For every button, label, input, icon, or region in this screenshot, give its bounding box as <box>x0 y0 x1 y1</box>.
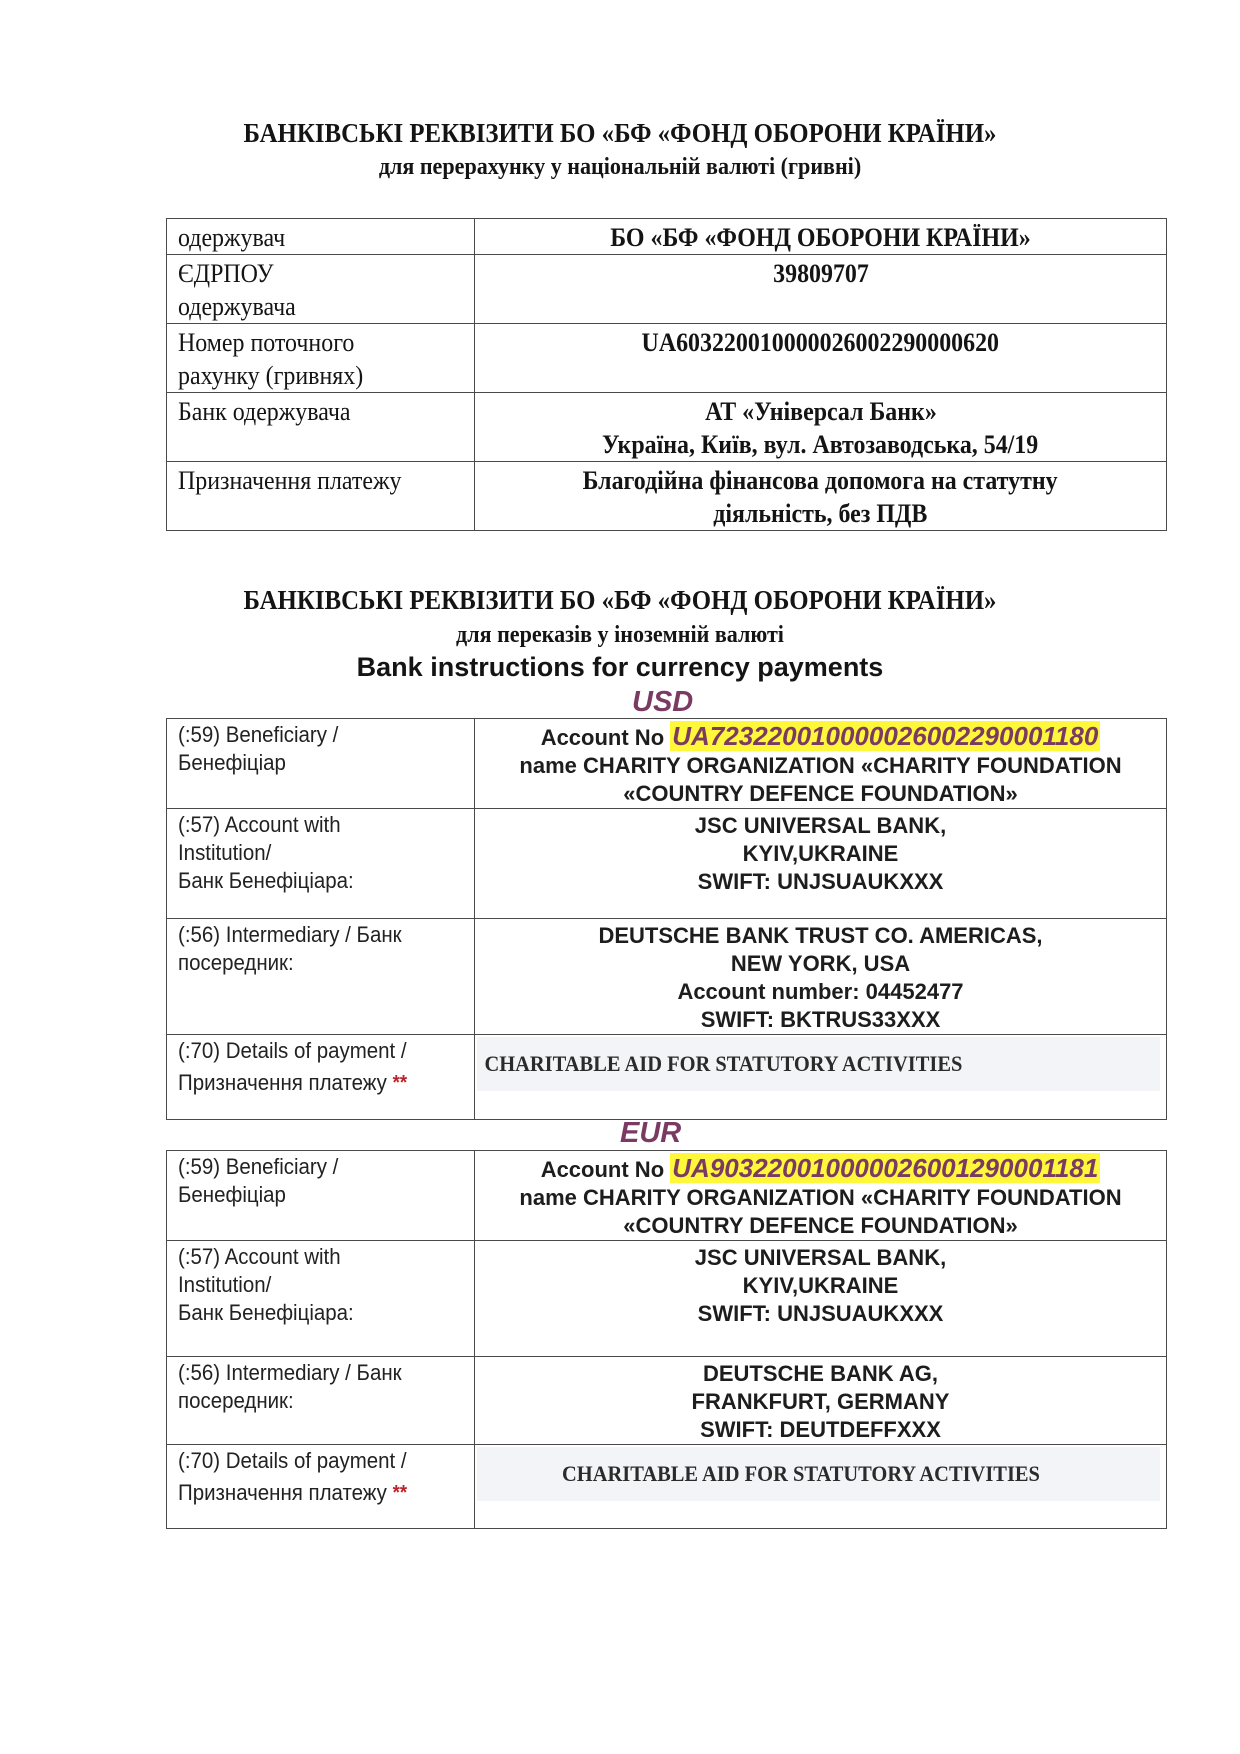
value-beneficiary <box>475 719 1167 809</box>
table-row-recipient <box>167 219 1167 255</box>
beneficiary-name-line: «COUNTRY DEFENCE FOUNDATION» <box>623 1213 1018 1238</box>
label-beneficiary: (:59) Beneficiary / Бенефіціар <box>167 1151 475 1241</box>
table-row-beneficiary <box>167 719 1167 809</box>
uah-section-title: БАНКІВСЬКІ РЕКВІЗИТИ БО «БФ «ФОНД ОБОРОНИ КРАЇНИ» <box>243 118 997 148</box>
value-institution: JSC UNIVERSAL BANK, KYIV,UKRAINE SWIFT: UNJSUAUKXXX <box>475 1241 1167 1357</box>
usd-account-number: UA723220010000026002290001180 <box>672 721 1099 751</box>
table-row-institution <box>167 1241 1167 1357</box>
table-row-edrpou <box>167 255 1167 324</box>
label-payment-purpose: Призначення платежу <box>167 462 475 531</box>
eur-currency-label: EUR <box>620 1117 682 1149</box>
fx-section-subtitle: для переказів у іноземній валюті <box>456 622 784 648</box>
fx-section-subtitle-en: Bank instructions for currency payments <box>356 652 884 682</box>
value-institution: JSC UNIVERSAL BANK, KYIV,UKRAINE SWIFT: UNJSUAUKXXX <box>475 809 1167 919</box>
account-prefix: Account No <box>540 1157 665 1182</box>
label-recipient-bank: Банк одержувача <box>167 393 475 462</box>
eur-details-table <box>166 1150 1167 1529</box>
table-row-details <box>167 1035 1167 1120</box>
beneficiary-name-line: name CHARITY ORGANIZATION «CHARITY FOUNDATION <box>519 753 1122 778</box>
label-intermediary: (:56) Intermediary / Банк посередник: <box>167 1357 475 1445</box>
label-details: (:70) Details of payment / Призначення платежу ** <box>167 1445 475 1529</box>
table-row-payment-purpose <box>167 462 1167 531</box>
value-recipient-bank: АТ «Універсал Банк» Україна, Київ, вул. Автозаводська, 54/19 <box>475 393 1167 462</box>
table-row-intermediary <box>167 1357 1167 1445</box>
table-row-intermediary <box>167 919 1167 1035</box>
fx-section-title: БАНКІВСЬКІ РЕКВІЗИТИ БО «БФ «ФОНД ОБОРОНИ КРАЇНИ» <box>243 585 997 615</box>
value-details <box>475 1445 1167 1529</box>
footnote-marker: ** <box>392 1482 408 1504</box>
value-intermediary: DEUTSCHE BANK AG, FRANKFURT, GERMANY SWIFT: DEUTDEFFXXX <box>475 1357 1167 1445</box>
eur-account-number: UA903220010000026001290001181 <box>672 1153 1099 1183</box>
details-box: CHARITABLE AID FOR STATUTORY ACTIVITIES <box>477 1447 1160 1501</box>
account-prefix: Account No <box>540 725 665 750</box>
label-details: (:70) Details of payment / Призначення платежу ** <box>167 1035 475 1120</box>
beneficiary-name-line: name CHARITY ORGANIZATION «CHARITY FOUNDATION <box>519 1185 1122 1210</box>
label-institution: (:57) Account with Institution/ Банк Бенефіціара: <box>167 809 475 919</box>
label-account-number: Номер поточного рахунку (гривнях) <box>167 324 475 393</box>
label-beneficiary: (:59) Beneficiary / Бенефіціар <box>167 719 475 809</box>
value-details <box>475 1035 1167 1120</box>
value-beneficiary <box>475 1151 1167 1241</box>
label-recipient: одержувач <box>167 219 475 255</box>
uah-details-table <box>166 218 1167 531</box>
value-account-number: UA603220010000026002290000620 <box>475 324 1167 393</box>
uah-section-subtitle: для перерахунку у національній валюті (гривні) <box>378 154 862 180</box>
table-row-account-number <box>167 324 1167 393</box>
details-box: CHARITABLE AID FOR STATUTORY ACTIVITIES <box>477 1037 1160 1091</box>
table-row-institution <box>167 809 1167 919</box>
table-row-details <box>167 1445 1167 1529</box>
table-row-beneficiary <box>167 1151 1167 1241</box>
footnote-marker: ** <box>392 1072 408 1094</box>
label-edrpou: ЄДРПОУ одержувача <box>167 255 475 324</box>
value-recipient: БО «БФ «ФОНД ОБОРОНИ КРАЇНИ» <box>475 219 1167 255</box>
value-payment-purpose: Благодійна фінансова допомога на статутну діяльність, без ПДВ <box>475 462 1167 531</box>
label-intermediary: (:56) Intermediary / Банк посередник: <box>167 919 475 1035</box>
beneficiary-name-line: «COUNTRY DEFENCE FOUNDATION» <box>623 781 1018 806</box>
value-edrpou: 39809707 <box>475 255 1167 324</box>
usd-details-table <box>166 718 1167 1120</box>
table-row-recipient-bank <box>167 393 1167 462</box>
usd-currency-label: USD <box>632 686 694 718</box>
value-intermediary: DEUTSCHE BANK TRUST CO. AMERICAS, NEW YORK, USA Account number: 04452477 SWIFT: BKTRUS33XXX <box>475 919 1167 1035</box>
label-institution: (:57) Account with Institution/ Банк Бенефіціара: <box>167 1241 475 1357</box>
